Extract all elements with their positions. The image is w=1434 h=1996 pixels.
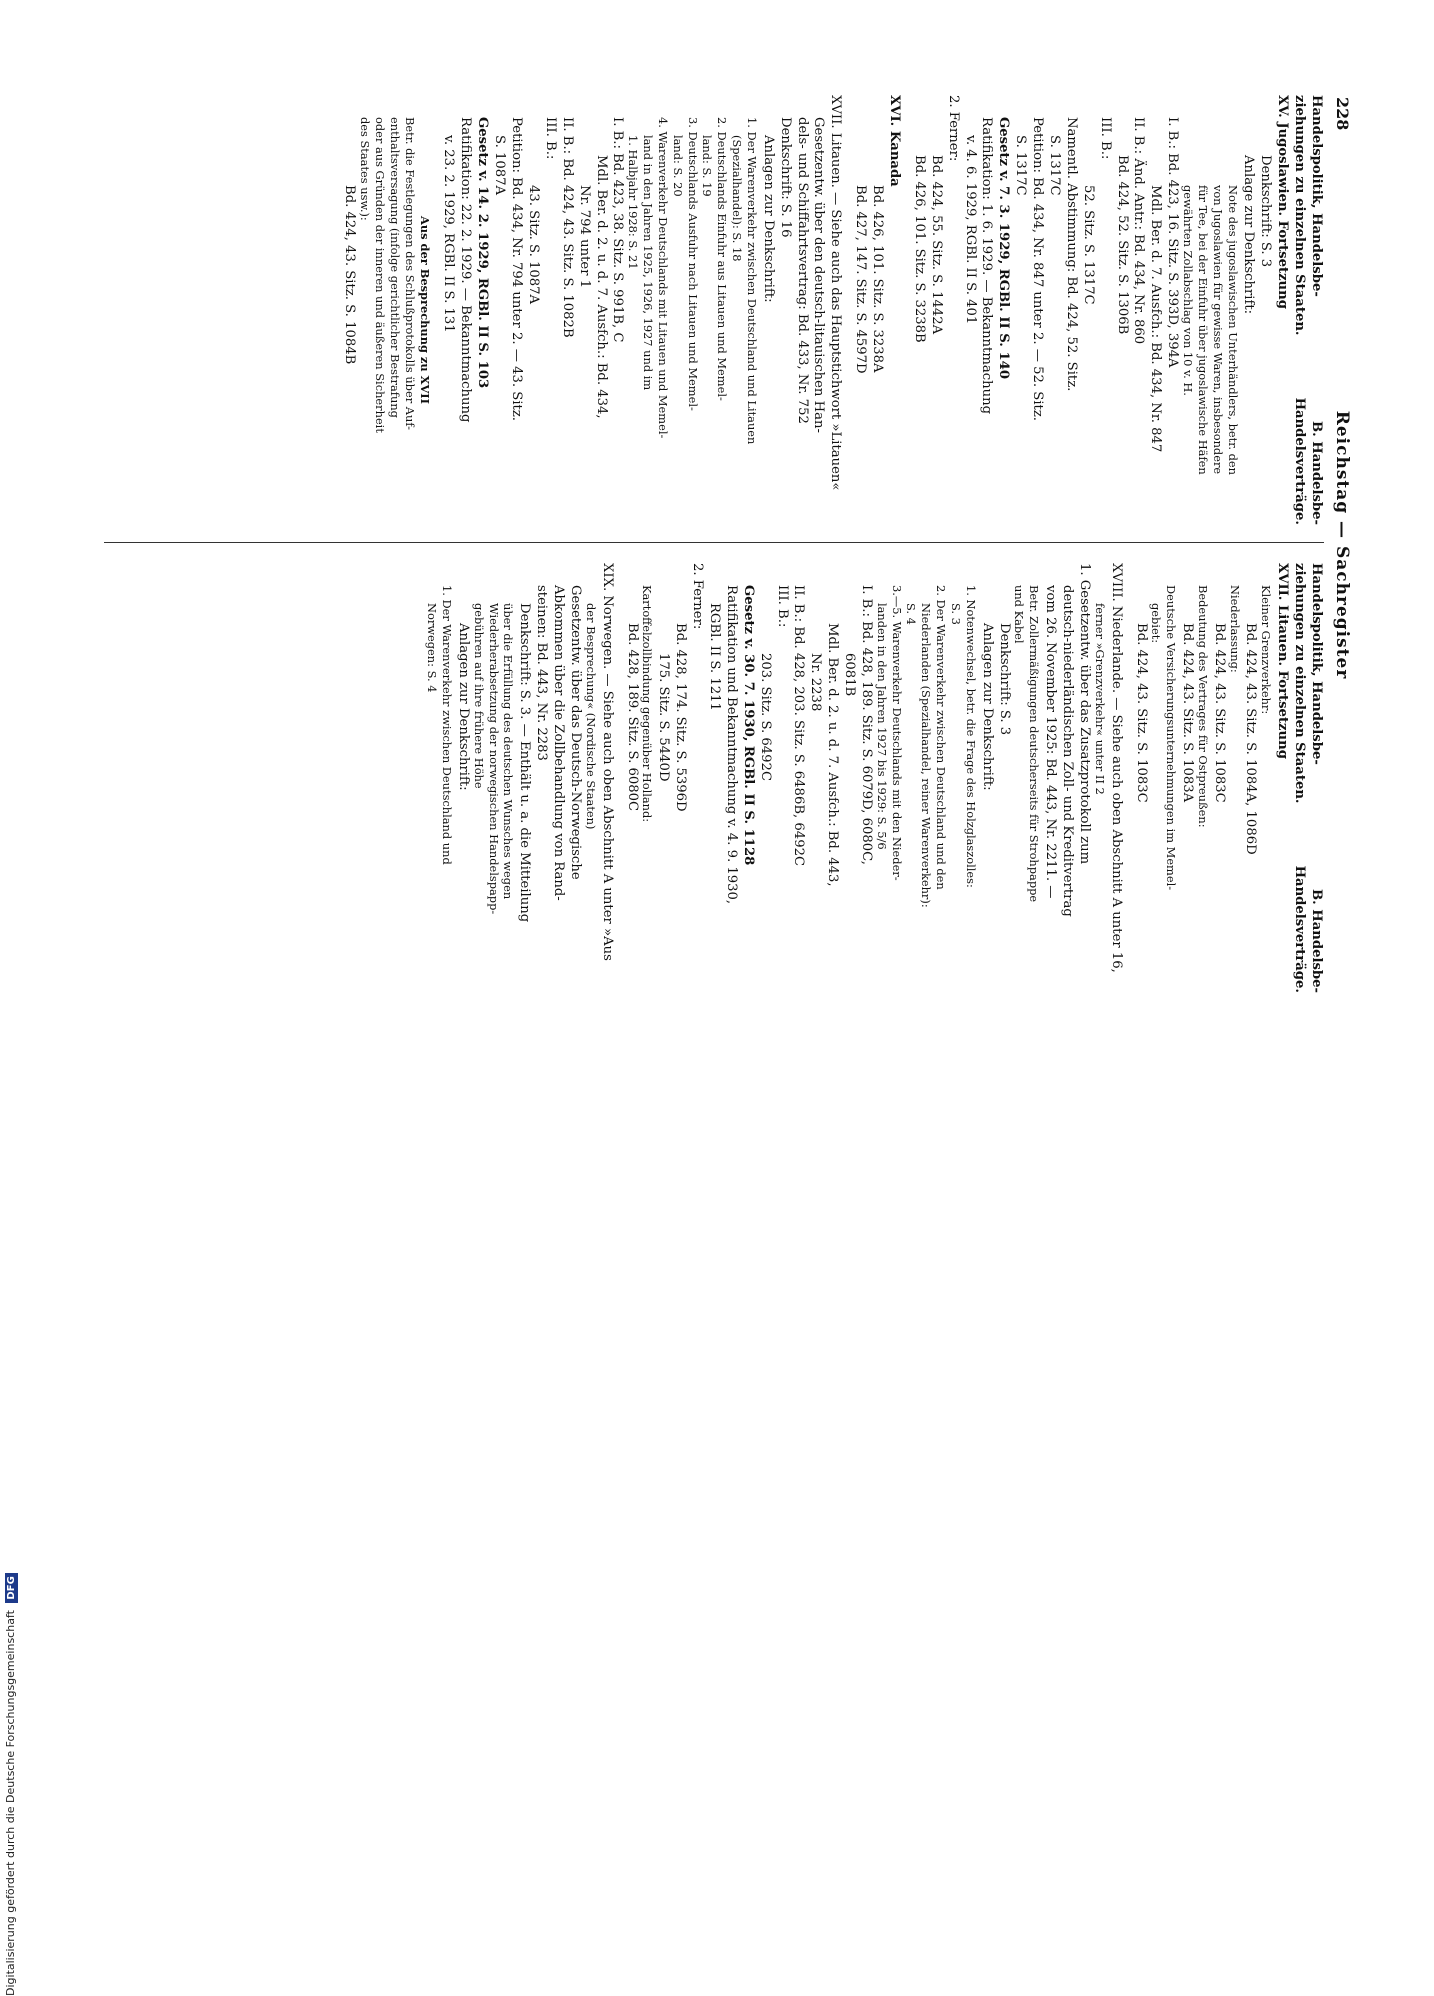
section-heading: Handelspolitik, Handelsbe- B. Handelsbe-: [1309, 563, 1324, 993]
entry: Bd. 424, 43. Sitz. S. 1084A, 1086D: [1243, 623, 1259, 855]
entry: Ratifikation: 1. 6. 1929. — Bekanntmachung: [979, 117, 995, 415]
entry-law: Gesetz v. 14. 2. 1929, RGBl. II S. 103: [475, 117, 491, 389]
right-column: [424, 563, 1324, 993]
entry: Gesetzentw. über das Deutsch-Norwegische: [567, 585, 583, 880]
entry-note: land in den Jahren 1925, 1926, 1927 und im: [641, 135, 656, 391]
entry-note: Betr. Zollermäßigungen deutscherseits für Strohpappe: [1027, 585, 1042, 903]
entry-note: S. 3: [948, 603, 963, 625]
left-column: [341, 95, 1324, 525]
entry-note: gebiet:: [1149, 603, 1164, 644]
entry: Petition: Bd. 434, Nr. 847 unter 2. — 52. Sitz.: [1030, 117, 1046, 421]
entry-note: 2. Der Warenverkehr zwischen Deutschland und den: [934, 585, 949, 890]
entry: Bd. 428, 174. Sitz. S. 5396D: [673, 623, 689, 812]
entry: Bd. 428, 189. Sitz. S. 6080C: [624, 623, 640, 812]
entry: 2. Ferner:: [690, 563, 706, 630]
entry-note: Kleiner Grenzverkehr:: [1259, 585, 1274, 715]
entry-note: 2. Deutschlands Einfuhr aus Litauen und Memel-: [715, 117, 730, 401]
entry-note: 3. Deutschlands Ausfuhr nach Litauen und Memel-: [685, 117, 700, 411]
entry-note: oder aus Gründen der inneren und äußeren Sicherheit: [373, 117, 388, 433]
entry: Anlage zur Denkschrift:: [1241, 155, 1257, 315]
dfg-logo: DFG: [5, 1573, 18, 1602]
entry-note: von Jugoslawien für gewisse Waren, insbesondere: [1210, 185, 1225, 475]
entry: Denkschrift: S. 3. — Enthält u. a. die Mitteilung: [517, 603, 533, 923]
entry-note: und Kabel: [1012, 585, 1027, 644]
entry: Bd. 426, 101. Sitz. S. 3238B: [911, 155, 927, 343]
subsection-title: XV. Jugoslawien. Fortsetzung: [1275, 95, 1291, 309]
entry: Mdl. Ber. d. 2. u. d. 7. Ausfch.: Bd. 443,: [825, 623, 841, 887]
entry: 2. Ferner:: [945, 95, 961, 162]
entry: Abkommen über die Zollbehandlung von Rand-: [551, 585, 567, 901]
entry-note: Niederlassung:: [1227, 585, 1242, 673]
subsection-title: XIX. Norwegen. — Siehe auch oben Abschnitt A unter »Aus: [599, 563, 615, 961]
entry: Bd. 424, 43. Sitz. S. 1083C: [1211, 623, 1227, 803]
entry-note: 1. Der Warenverkehr zwischen Deutschland und: [440, 585, 455, 865]
column-divider: [104, 542, 1324, 543]
entry: Nr. 794 unter 1: [576, 185, 592, 289]
entry: S. 1087A: [492, 135, 508, 196]
entry: Anlagen zur Denkschrift:: [760, 135, 776, 303]
entry: Denkschrift: S. 16: [777, 117, 793, 238]
entry: Nr. 2238: [808, 653, 824, 712]
subsection-title: XVI. Kanada: [886, 95, 902, 187]
entry-note: 3.—5. Warenverkehr Deutschlands mit den Nieder-: [889, 585, 904, 881]
entry-note: Kartoffelzollbindung gegenüber Holland:: [640, 585, 655, 823]
entry-note: land: S. 19: [700, 135, 715, 197]
entry-law: Gesetz v. 7. 3. 1929, RGBl. II S. 140: [996, 117, 1012, 380]
entry: I. B.: Bd. 428, 189. Sitz. S. 6079D, 6080C,: [859, 585, 874, 865]
entry-note: gebühren auf ihre frühere Höhe: [471, 603, 486, 789]
entry: Ratifikation: 22. 2. 1929. — Bekanntmachung: [458, 117, 474, 423]
subsection-title: XVII. Litauen. — Siehe auch das Hauptstichwort »Litauen«: [828, 95, 844, 491]
subsection-title: XVIII. Niederlande. — Siehe auch oben Abschnitt A unter 16,: [1108, 563, 1124, 973]
entry: vom 26. November 1925: Bd. 443, Nr. 2211. —: [1043, 585, 1059, 899]
entry-note: Betr. die Festlegungen des Schlußprotokolls über Auf-: [402, 117, 417, 431]
entry: Bd. 424, 55. Sitz. S. 1442A: [928, 155, 944, 335]
entry: III. B.:: [542, 117, 558, 160]
entry: 52. Sitz. S. 1317C: [1080, 185, 1096, 305]
entry-note: für Tee, bei der Einfuhr über jugoslawische Häfen: [1195, 185, 1210, 475]
entry: Ratifikation und Bekanntmachung v. 4. 9. 1930,: [723, 585, 739, 905]
page-header: [1330, 95, 1352, 995]
entry: II. B.: Bd. 424, 43. Sitz. S. 1082B: [559, 117, 575, 338]
entry-note: über die Erfüllung des deutschen Wunsches wegen: [501, 603, 516, 900]
entry: RGBl. II S. 1211: [706, 603, 722, 711]
entry: 6081B: [842, 653, 858, 697]
entry: Namentl. Abstimmung: Bd. 424, 52. Sitz.: [1063, 117, 1079, 392]
entry-law: Gesetz v. 30. 7. 1930, RGBl. II S. 1128: [740, 585, 756, 866]
entry-note: der Besprechung« (Nordische Staaten): [583, 603, 598, 830]
entry: 43. Sitz. S. 1087A: [525, 185, 541, 305]
entry-note: 1. Halbjahr 1928: S. 21: [626, 135, 641, 270]
entry: S. 1317C: [1013, 135, 1029, 196]
page-title: Reichstag — Sachregister: [1332, 410, 1352, 680]
entry-note: landen in den Jahren 1927 bis 1929: S. 5/6: [874, 603, 889, 850]
entry: v. 23. 2. 1929, RGBl. II S. 131: [441, 135, 457, 333]
entry: Petition: Bd. 434, Nr. 794 unter 2. — 43. Sitz.: [509, 117, 525, 421]
entry-note: Bedeutung des Vertrages für Ostpreußen:: [1195, 585, 1210, 828]
discussion-title: Aus der Besprechung zu XVII: [417, 216, 432, 404]
entry-note: 1. Der Warenverkehr zwischen Deutschland und Litauen: [744, 117, 759, 445]
entry: steinen: Bd. 443, Nr. 2283: [534, 585, 550, 761]
entry: Denkschrift: S. 3: [1258, 155, 1274, 268]
entry: Bd. 424, 52. Sitz. S. 1306B: [1114, 155, 1130, 335]
footer-text: Digitalisierung gefördert durch die Deutsche Forschungsgemeinschaft: [4, 1610, 17, 1996]
entry: III. B.:: [774, 585, 790, 628]
entry-note: Note des jugoslawischen Unterhändlers, betr. den: [1225, 185, 1240, 475]
section-heading-2: ziehungen zu einzelnen Staaten. Handelsverträge.: [1292, 95, 1308, 525]
entry: Mdl. Ber. d. 2. u. d. 7. Ausfch.: Bd. 434,: [593, 155, 609, 419]
entry-note: enthaltsversagung (infolge gerichtlicher Bestrafung: [387, 117, 402, 418]
entry-note: 4. Warenverkehr Deutschlands mit Litauen und Memel-: [655, 117, 670, 439]
entry-note: Wiederherabsetzung der norwegischen Handelspapp-: [486, 603, 501, 915]
entry: Anlagen zur Denkschrift:: [979, 623, 995, 791]
entry: dels- und Schiffahrtsvertrag: Bd. 433, Nr. 752: [794, 117, 810, 424]
entry: II. B.: Änd. Antr.: Bd. 434, Nr. 860: [1131, 117, 1147, 345]
entry: Bd. 424, 43. Sitz. S. 1084B: [342, 185, 358, 365]
entry: 175. Sitz. S. 5440D: [656, 653, 672, 782]
rotated-page: [82, 95, 1352, 995]
entry-note: Norwegen: S. 4: [425, 603, 440, 693]
entry: Denkschrift: S. 3: [996, 623, 1012, 736]
entry-note: (Spezialhandel): S. 18: [730, 135, 745, 262]
entry-note: gewährten Zollabschlag von 10 v. H.: [1181, 185, 1196, 396]
entry: S. 1317C: [1047, 135, 1062, 196]
entry: III. B.:: [1097, 117, 1113, 160]
page-number: 228: [1333, 97, 1352, 131]
entry: I. B.: Bd. 423, 38. Sitz. S. 991B, C: [610, 117, 626, 343]
entry-note: Deutsche Versicherungsunternehmungen im Memel-: [1164, 585, 1179, 891]
subsection-title: XVII. Litauen. Fortsetzung: [1275, 563, 1291, 759]
entry: Bd. 427, 147. Sitz. S. 4597D: [853, 185, 869, 374]
entry: II. B.: Bd. 428, 203. Sitz. S. 6486B, 6492C: [791, 585, 807, 867]
section-heading-2: ziehungen zu einzelnen Staaten. Handelsverträge.: [1292, 563, 1308, 993]
entry: Bd. 424, 43. Sitz. S. 1083A: [1180, 623, 1196, 803]
entry: I. B.: Bd. 423, 16. Sitz. S. 393D, 394A: [1165, 117, 1181, 368]
entry-note: des Staates usw.):: [358, 117, 373, 221]
section-heading: Handelspolitik, Handelsbe- B. Handelsbe-: [1309, 95, 1324, 525]
entry-note: 1. Notenwechsel, betr. die Frage des Holzglaszolles:: [963, 585, 978, 888]
entry: deutsch-niederländischen Zoll- und Kreditvertrag: [1060, 585, 1076, 917]
entry: Bd. 424, 43. Sitz. S. 1083C: [1133, 623, 1149, 803]
entry-note: land: S. 20: [670, 135, 685, 197]
entry-note: S. 4: [904, 603, 919, 625]
entry-note: ferner »Grenzverkehr« unter II 2: [1092, 603, 1107, 795]
entry: Bd. 426, 101. Sitz. S. 3238A: [870, 185, 886, 373]
entry: Mdl. Ber. d. 7. Ausfch.: Bd. 434, Nr. 847: [1148, 185, 1164, 453]
entry-note: Niederlanden (Spezialhandel, reiner Warenverkehr):: [919, 603, 934, 908]
entry: Anlagen zur Denkschrift:: [455, 623, 471, 791]
entry: v. 4. 6. 1929, RGBl. II S. 401: [962, 135, 978, 325]
entry: Gesetzentw. über den deutsch-litauischen Han-: [811, 117, 827, 433]
entry: 203. Sitz. S. 6492C: [757, 653, 773, 782]
entry: 1. Gesetzentw. über das Zusatzprotokoll zum: [1076, 563, 1092, 865]
